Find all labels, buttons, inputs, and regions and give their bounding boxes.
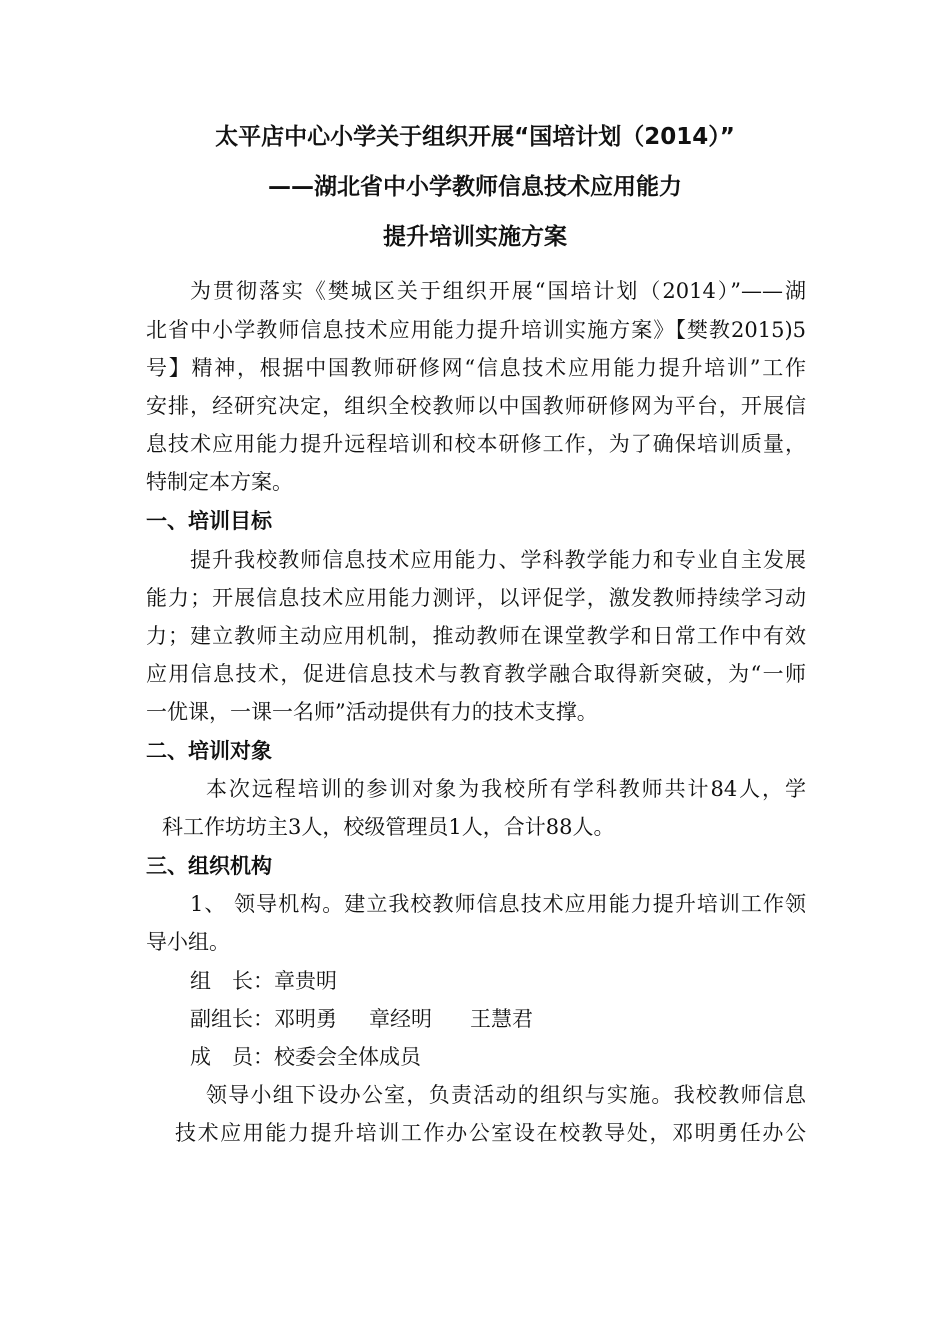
members-line: 成 员：校委会全体成员 [190,1045,421,1069]
intro-line-4: 安排，经研究决定，组织全校教师以中国教师研修网为平台，开展信 [146,394,806,418]
section-heading-training-goals: 一、培训目标 [146,509,272,533]
targets-line-1: 本次远程培训的参训对象为我校所有学科教师共计84人，学 [206,777,806,801]
office-line-2: 技术应用能力提升培训工作办公室设在校教导处，邓明勇任办公 [175,1121,806,1145]
intro-line-1: 为贯彻落实《樊城区关于组织开展“国培计划（2014）”——湖 [190,279,806,303]
leader-line: 组 长：章贵明 [190,969,337,993]
intro-line-5: 息技术应用能力提升远程培训和校本研修工作，为了确保培训质量， [146,432,806,456]
goals-line-2: 能力；开展信息技术应用能力测评，以评促学，激发教师持续学习动 [146,586,806,610]
document-title-line-3: 提升培训实施方案 [383,224,567,250]
document-title-line-2: ——湖北省中小学教师信息技术应用能力 [268,174,682,200]
goals-line-5: 一优课，一课一名师”活动提供有力的技术支撑。 [146,700,598,724]
section-heading-organization: 三、组织机构 [146,854,272,878]
intro-line-6: 特制定本方案。 [146,470,293,494]
organization-item1-line-2: 导小组。 [146,930,230,954]
goals-line-1: 提升我校教师信息技术应用能力、学科教学能力和专业自主发展 [190,548,806,572]
section-heading-training-targets: 二、培训对象 [146,739,272,763]
organization-item1-line-1: 1、 领导机构。建立我校教师信息技术应用能力提升培训工作领 [190,892,806,916]
document-title-line-1: 太平店中心小学关于组织开展“国培计划（2014）” [215,124,735,150]
office-line-1: 领导小组下设办公室，负责活动的组织与实施。我校教师信息 [206,1083,806,1107]
deputy-leader-2: 章经明 [369,1007,432,1031]
goals-line-4: 应用信息技术，促进信息技术与教育教学融合取得新突破，为“一师 [146,662,806,686]
deputy-leader-line: 副组长：邓明勇 [190,1007,337,1031]
deputy-leader-3: 王慧君 [470,1007,533,1031]
intro-line-3: 号】精神，根据中国教师研修网“信息技术应用能力提升培训”工作 [146,356,806,380]
intro-line-2: 北省中小学教师信息技术应用能力提升培训实施方案》【樊教2015)5 [146,318,806,342]
targets-line-2: 科工作坊坊主3人，校级管理员1人，合计88人。 [162,815,615,839]
goals-line-3: 力；建立教师主动应用机制，推动教师在课堂教学和日常工作中有效 [146,624,806,648]
